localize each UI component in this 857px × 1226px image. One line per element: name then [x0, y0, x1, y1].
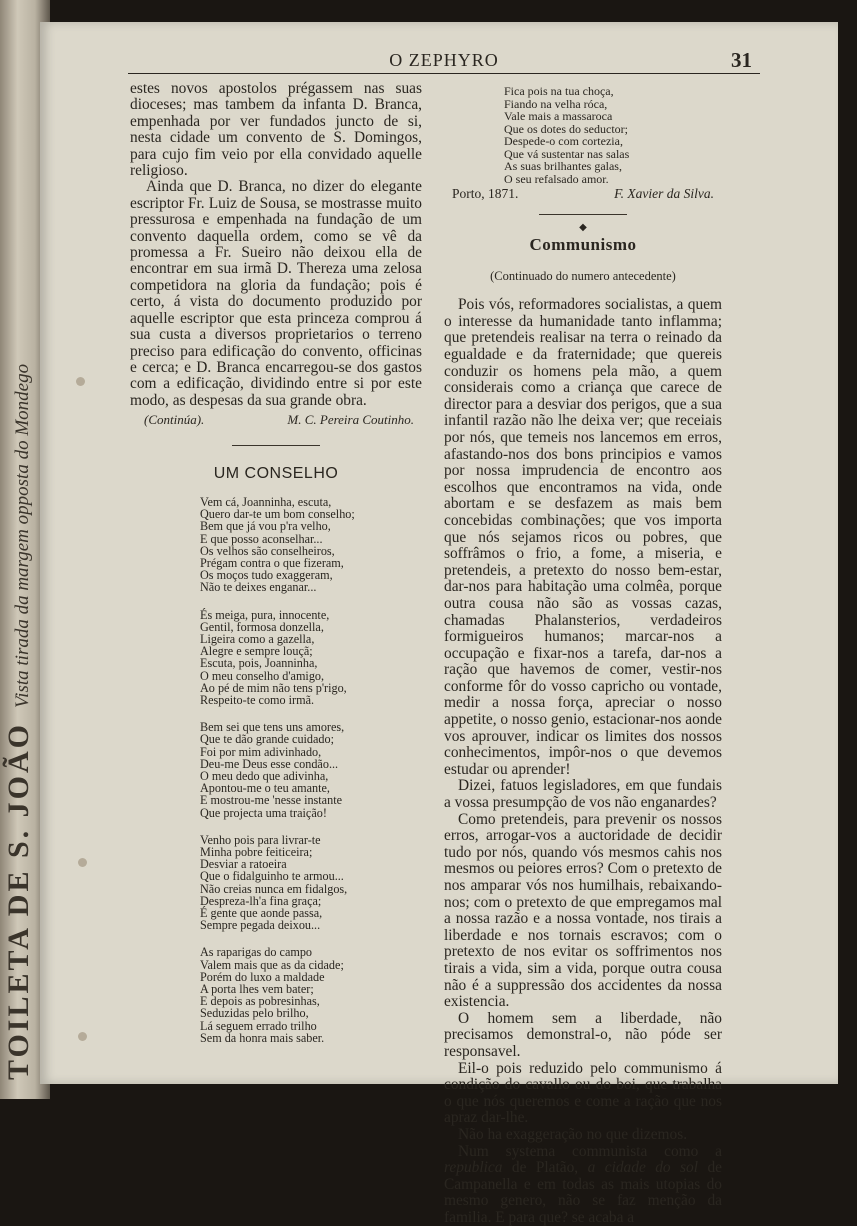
poem-line: Ao pé de mim não tens p'rigo, [200, 682, 422, 694]
article-paragraph: Como pretendeis, para prevenir os nossos erros, arrogar-vos a auctoridade de decidir tudo por nós, quando vós mesmos cahis nos mesmos ou peiores erros? Com o pretexto de nos amparar vós nos humilhais, rebaixando-nos; com o pretexto de que empregamos mal a nossa razão e a nossa vontade, nos tirais a liberdade e nos tornais escravos; com o pretexto de nos evitar os soffrimentos nos tirais a vida, sim a vida, porque outra cousa não é a suppressão dos accidentes da nossa existencia. [444, 812, 722, 1011]
text-run: de Platão, [502, 1159, 587, 1176]
poem-line: Despede-o com cortezia, [504, 135, 722, 148]
poem-line: E que posso aconselhar... [200, 533, 422, 545]
poem-line: Seduzidas pelo brilho, [200, 1007, 422, 1019]
italic-term: a cidade do sol [588, 1159, 698, 1176]
poem-line: Minha pobre feiticeira; [200, 846, 422, 858]
section-divider [232, 445, 320, 446]
poem-line: O meu dedo que adivinha, [200, 770, 422, 782]
poem-line: Alegre e sempre louçã; [200, 645, 422, 657]
poem-line: Vale mais a massaroca [504, 110, 722, 123]
poem-line: Despreza-lh'a fina graça; [200, 895, 422, 907]
poem-line: És meiga, pura, innocente, [200, 609, 422, 621]
binding-title: TOILETA DE S. JOÃO [2, 722, 35, 1080]
poem-line: Gentil, formosa donzella, [200, 621, 422, 633]
poem-line: Apontou-me o teu amante, [200, 782, 422, 794]
poem-stanza [200, 721, 422, 819]
poem-line: A porta lhes vem bater; [200, 983, 422, 995]
divider-ornament-icon: ◆ [444, 223, 722, 233]
poem-line: O seu refalsado amor. [504, 173, 722, 186]
text-run: Num systema communista como a [458, 1143, 722, 1160]
poem-continuation [444, 85, 722, 185]
binding-subtitle: Vista tirada da margem opposta do Mondego [12, 364, 33, 708]
poem-line: Vem cá, Joanninha, escuta, [200, 496, 422, 508]
section-divider [539, 214, 627, 215]
poem-line: Escuta, pois, Joanninha, [200, 657, 422, 669]
poem-line: Valem mais que as da cidade; [200, 959, 422, 971]
poem-line: É gente que aonde passa, [200, 907, 422, 919]
poem-line: Que vá sustentar nas salas [504, 148, 722, 161]
article-paragraph: Eil-o pois reduzido pelo communismo á condição do cavallo ou do boi, que trabalha o que nós queremos e come a ração que nos apraz dar-lhe. [444, 1061, 722, 1127]
poem-line: Que o fidalguinho te armou... [200, 870, 422, 882]
poem-signature [444, 186, 722, 202]
poem-author: F. Xavier da Silva. [614, 186, 714, 202]
text-run: de Campanella e em todas as mais utopias do mesmo genero, não se faz menção da familia. E para que? se acaba a [444, 1159, 722, 1226]
page-header [128, 46, 760, 74]
poem-um-conselho [130, 496, 422, 1044]
article-author: M. C. Pereira Coutinho. [287, 412, 414, 428]
continued-note: (Continuado do numero antecedente) [444, 268, 722, 284]
page-number: 31 [731, 48, 752, 73]
poem-line: Desviar a ratoeira [200, 858, 422, 870]
paper-stain [78, 858, 87, 867]
poem-line: Respeito-te como irmã. [200, 694, 422, 706]
right-column [444, 85, 722, 1226]
poem-line: Prégam contra o que fizeram, [200, 557, 422, 569]
binding-plate-caption [2, 364, 36, 1080]
poem-line: Porém do luxo a maldade [200, 971, 422, 983]
poem-line: Quero dar-te um bom conselho; [200, 508, 422, 520]
article-paragraph: O homem sem a liberdade, não precisamos demonstral-o, não póde ser responsavel. [444, 1011, 722, 1061]
poem-line: Foi por mim adivinhado, [200, 746, 422, 758]
italic-term: republica [444, 1159, 502, 1176]
poem-line: Fiando na velha róca, [504, 98, 722, 111]
poem-line: Sempre pegada deixou... [200, 919, 422, 931]
poem-line: Os velhos são conselheiros, [200, 545, 422, 557]
poem-line: E mostrou-me 'nesse instante [200, 794, 422, 806]
article-paragraph: Ainda que D. Branca, no dizer do elegante escriptor Fr. Luiz de Sousa, se mostrasse muito pressurosa e empenhada na fundação de um convento daquella ordem, como se vê da promessa a Fr. Sueiro não deixou ella de encontrar em sua irmã D. Thereza uma zelosa competidora na gloria da fundação; pois é certo, á vista do documento produzido por aquelle escriptor que esta princeza comprou á sua custa a diversos proprietarios o terreno preciso para edificação do convento, officinas e cerca; e D. Branca encarregou-se dos gastos com a edificação, dividindo entre si por este modo, as despesas da sua grande obra. [130, 179, 422, 409]
poem-line: Os moços tudo exaggeram, [200, 569, 422, 581]
poem-stanza [200, 834, 422, 932]
poem-title: UM CONSELHO [130, 466, 422, 482]
poem-line: Fica pois na tua choça, [504, 85, 722, 98]
poem-line: Que os dotes do seductor; [504, 123, 722, 136]
paper-stain [76, 377, 85, 386]
left-column [130, 81, 422, 1059]
poem-stanza [200, 609, 422, 707]
article-paragraph [444, 1144, 722, 1226]
poem-line: Bem que já vou p'ra velho, [200, 520, 422, 532]
newspaper-page [40, 22, 838, 1084]
poem-line: As suas brilhantes galas, [504, 160, 722, 173]
paper-stain [78, 1032, 87, 1041]
section-title: Communismo [444, 237, 722, 253]
poem-line: Não creias nunca em fidalgos, [200, 883, 422, 895]
poem-line: O meu conselho d'amigo, [200, 670, 422, 682]
article-paragraph: Dizei, fatuos legisladores, em que fundais a vossa presumpção de vos não enganardes? [444, 778, 722, 811]
article-paragraph: Pois vós, reformadores socialistas, a quem o interesse da humanidade tanto inflamma; que pretendeis realisar na terra o reinado da egualdade e da fraternidade; que quereis conduzir os homens pela mão, a quem considerais como a criança que carece de director para a desviar dos perigos, que a sua infantil razão não lhe deixa ver; que receiais por nós, que temeis nos lancemos em erros, afastando-nos dos bons principios e vamos por nossa imprudencia de encontro aos escolhos que encontramos na vida, onde abortam e se desfazem as mais bem concebidas combinações; que vos importa que nós sejamos ricos ou pobres, que soffrâmos o frio, a fome, a miseria, e pretendeis, a pretexto do nosso bem-estar, dar-nos para habitação uma colmêa, porque outra cousa não são as vossas cazas, chamadas Phalansterios, verdadeiros formigueiros humanos; marcar-nos a occupação e fixar-nos a tarefa, dar-nos a ração que havemos de comer, vestir-nos conforme fôr do vosso capricho ou vontade, medir a nossa força, apreciar o nosso appetite, o nosso genio, estacionar-nos aonde vos aprouver, indicar os limites dos nossos conhecimentos, impôr-nos o que devemos estudar ou aprender! [444, 297, 722, 778]
poem-line: Ligeira como a gazella, [200, 633, 422, 645]
poem-line: Sem da honra mais saber. [200, 1032, 422, 1044]
article-paragraph: Não ha exaggeração no que dizemos. [444, 1127, 722, 1144]
poem-line: E depois as pobresinhas, [200, 995, 422, 1007]
communismo-article [444, 297, 722, 1226]
poem-line: Lá seguem errado trilho [200, 1020, 422, 1032]
poem-line: As raparigas do campo [200, 946, 422, 958]
continua-note: (Continúa). [144, 412, 204, 428]
poem-stanza [200, 496, 422, 594]
poem-line: Deu-me Deus esse condão... [200, 758, 422, 770]
article-paragraph: estes novos apostolos prégassem nas suas dioceses; mas tambem da infanta D. Branca, empenhada por ver fundados juncto de si, nesta cidade um convento de S. Domingos, para cujo fim veio por ella convidado aquelle religioso. [130, 81, 422, 179]
poem-line: Que te dão grande cuidado; [200, 733, 422, 745]
running-title: O ZEPHYRO [128, 50, 760, 71]
poem-line: Que projecta uma traição! [200, 807, 422, 819]
article-signature [130, 412, 422, 428]
poem-place-date: Porto, 1871. [452, 186, 518, 202]
poem-line: Bem sei que tens uns amores, [200, 721, 422, 733]
poem-stanza [200, 946, 422, 1044]
poem-line: Venho pois para livrar-te [200, 834, 422, 846]
poem-line: Não te deixes enganar... [200, 581, 422, 593]
